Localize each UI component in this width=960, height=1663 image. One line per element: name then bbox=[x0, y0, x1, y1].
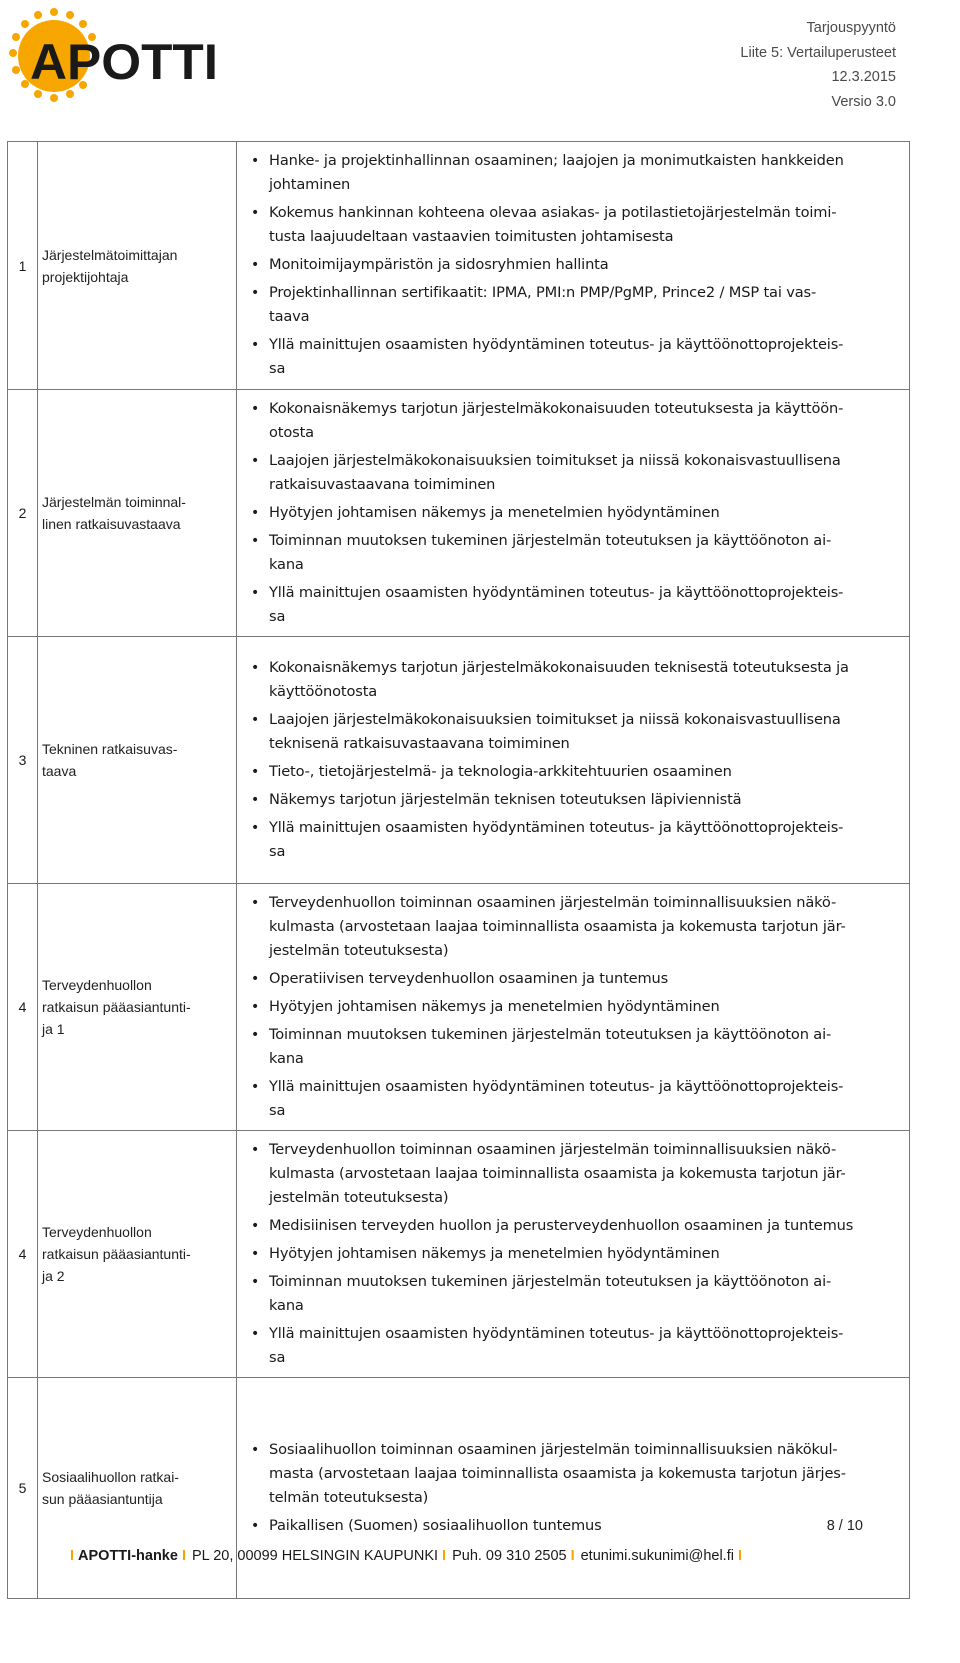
requirement-item bbox=[249, 656, 909, 704]
requirement-text-line: • Tieto-, tietojärjestelmä- ja teknologia-arkkitehtuurien osaaminen bbox=[269, 762, 732, 780]
role-title-line: ja 1 bbox=[42, 1021, 65, 1037]
doc-type: Tarjouspyyntö bbox=[806, 20, 896, 36]
requirement-item bbox=[249, 449, 909, 497]
requirement-text-line: ratkaisuvastaavana toimiminen bbox=[269, 475, 496, 493]
requirement-text-line: taava bbox=[269, 308, 310, 325]
requirement-text-line: sa bbox=[269, 1101, 286, 1119]
requirement-item bbox=[249, 581, 909, 629]
requirement-text-line: käyttöönotosta bbox=[269, 682, 378, 700]
apotti-logo bbox=[8, 6, 228, 110]
requirement-text-line: • Terveydenhuollon toiminnan osaaminen järjestelmän toiminnallisuuksien näkö- bbox=[269, 893, 837, 911]
criteria-table bbox=[7, 141, 910, 1599]
requirement-text-line: • Paikallisen (Suomen) sosiaalihuollon tuntemus bbox=[269, 1516, 602, 1534]
requirement-text-line: • Hyötyjen johtamisen näkemys ja menetelmien hyödyntäminen bbox=[269, 1244, 720, 1262]
requirements-cell bbox=[237, 884, 910, 1131]
role-title-line: projektijohtaja bbox=[42, 268, 129, 285]
requirements-list bbox=[249, 397, 909, 629]
criteria-row bbox=[8, 390, 910, 637]
requirement-item bbox=[249, 333, 909, 381]
requirement-text-line: telmän toteutuksesta) bbox=[269, 1488, 429, 1506]
requirement-item bbox=[249, 995, 909, 1019]
role-title-line: Tekninen ratkaisuvas- bbox=[42, 741, 178, 757]
footer-separator: I bbox=[181, 1548, 186, 1564]
requirement-text-line: • Hyötyjen johtamisen näkemys ja menetelmien hyödyntäminen bbox=[269, 503, 720, 521]
requirements-cell bbox=[237, 390, 910, 637]
footer-email: etunimi.sukunimi@hel.fi bbox=[580, 1548, 734, 1564]
requirements-list bbox=[249, 1138, 909, 1370]
requirements-cell bbox=[237, 1131, 910, 1378]
requirement-text-line: • Yllä mainittujen osaamisten hyödyntäminen toteutus- ja käyttöönottoprojekteis- bbox=[269, 1077, 844, 1095]
doc-version: Versio 3.0 bbox=[831, 93, 896, 110]
requirement-item bbox=[249, 529, 909, 577]
role-title-line: ratkaisun pääasiantunti- bbox=[42, 1246, 191, 1262]
role-title-line: Terveydenhuollon bbox=[42, 1224, 152, 1240]
role-title-line: Terveydenhuollon bbox=[42, 977, 152, 993]
requirement-text-line: • Yllä mainittujen osaamisten hyödyntäminen toteutus- ja käyttöönottoprojekteis- bbox=[269, 818, 844, 836]
role-title bbox=[38, 142, 237, 390]
requirement-text-line: • Terveydenhuollon toiminnan osaaminen järjestelmän toiminnallisuuksien näkö- bbox=[269, 1140, 837, 1158]
requirement-text-line: sa bbox=[269, 842, 286, 860]
footer-separator: I bbox=[737, 1548, 742, 1564]
requirement-item bbox=[249, 397, 909, 445]
requirements-cell bbox=[237, 1378, 910, 1599]
requirement-text-line: • Medisiinisen terveyden huollon ja perusterveydenhuollon osaaminen ja tuntemus bbox=[269, 1216, 854, 1234]
requirements-list bbox=[249, 891, 909, 1123]
requirement-item bbox=[249, 891, 909, 963]
requirement-item bbox=[249, 1138, 909, 1210]
page-number: 8 / 10 bbox=[826, 1518, 863, 1534]
requirement-text-line: • Hyötyjen johtamisen näkemys ja menetelmien hyödyntäminen bbox=[269, 997, 720, 1015]
requirement-text-line: • Projektinhallinnan sertifikaatit: IPMA, PMI:n PMP/PgMP, Prince2 / MSP tai vas- bbox=[269, 284, 817, 301]
requirement-item bbox=[249, 149, 909, 197]
footer-phone: Puh. 09 310 2505 bbox=[452, 1548, 567, 1564]
requirement-text-line: • Kokonaisnäkemys tarjotun järjestelmäkokonaisuuden teknisestä toteutuksesta ja bbox=[269, 658, 849, 676]
requirement-item bbox=[249, 1514, 909, 1538]
requirement-item bbox=[249, 1075, 909, 1123]
role-title-line: Järjestelmän toiminnal- bbox=[42, 494, 186, 510]
criteria-row bbox=[8, 142, 910, 390]
document-header-meta bbox=[740, 16, 896, 114]
role-title bbox=[38, 1131, 237, 1378]
requirements-cell bbox=[237, 142, 910, 390]
role-title bbox=[38, 637, 237, 884]
page-footer bbox=[70, 1548, 930, 1564]
requirement-item bbox=[249, 201, 909, 249]
requirement-item bbox=[249, 1322, 909, 1370]
requirement-text-line: jestelmän toteutuksesta) bbox=[269, 941, 449, 959]
requirement-text-line: • Sosiaalihuollon toiminnan osaaminen järjestelmän toiminnallisuuksien näkökul- bbox=[269, 1440, 838, 1458]
role-title bbox=[38, 884, 237, 1131]
requirement-item bbox=[249, 1214, 909, 1238]
requirement-text-line: kulmasta (arvostetaan laajaa toiminnallista osaamista ja kokemusta tarjotun jär- bbox=[269, 1164, 846, 1182]
requirement-item bbox=[249, 788, 909, 812]
requirement-text-line: tusta laajuudeltaan vastaavien toimitusten johtamisesta bbox=[269, 228, 674, 245]
criteria-row bbox=[8, 637, 910, 884]
requirement-text-line: • Kokonaisnäkemys tarjotun järjestelmäkokonaisuuden toteutuksesta ja käyttöön- bbox=[269, 399, 844, 417]
requirement-item bbox=[249, 253, 909, 277]
requirement-text-line: kana bbox=[269, 1049, 304, 1067]
row-number: 4 bbox=[8, 884, 38, 1131]
requirement-item bbox=[249, 1438, 909, 1510]
criteria-row bbox=[8, 1378, 910, 1599]
requirement-text-line: sa bbox=[269, 607, 286, 625]
requirement-text-line: • Toiminnan muutoksen tukeminen järjestelmän toteutuksen ja käyttöönoton ai- bbox=[269, 531, 832, 549]
requirements-list bbox=[249, 656, 909, 864]
role-title bbox=[38, 390, 237, 637]
requirement-text-line: • Monitoimijaympäristön ja sidosryhmien hallinta bbox=[269, 256, 609, 273]
role-title-line: ja 2 bbox=[42, 1268, 65, 1284]
requirement-item bbox=[249, 1023, 909, 1071]
row-number: 2 bbox=[8, 390, 38, 637]
footer-address: PL 20, 00099 HELSINGIN KAUPUNKI bbox=[191, 1548, 439, 1564]
requirement-text-line: • Yllä mainittujen osaamisten hyödyntäminen toteutus- ja käyttöönottoprojekteis- bbox=[269, 1324, 844, 1342]
requirement-item bbox=[249, 1242, 909, 1266]
criteria-row bbox=[8, 1131, 910, 1378]
requirement-text-line: masta (arvostetaan laajaa toiminnallista osaamista ja kokemusta tarjotun järjes- bbox=[269, 1464, 846, 1482]
doc-date: 12.3.2015 bbox=[831, 69, 896, 85]
row-number: 4 bbox=[8, 1131, 38, 1378]
requirement-text-line: • Yllä mainittujen osaamisten hyödyntäminen toteutus- ja käyttöönottoprojekteis- bbox=[269, 336, 844, 353]
requirement-text-line: • Laajojen järjestelmäkokonaisuuksien toimitukset ja niissä kokonaisvastuullisena bbox=[269, 710, 841, 728]
requirement-item bbox=[249, 967, 909, 991]
logo-wordmark: APOTTI bbox=[30, 34, 219, 90]
requirement-text-line: sa bbox=[269, 1348, 286, 1366]
requirement-text-line: • Kokemus hankinnan kohteena olevaa asiakas- ja potilastietojärjestelmän toimi- bbox=[269, 204, 837, 221]
attachment-title: Liite 5: Vertailuperusteet bbox=[740, 44, 896, 61]
footer-separator: I bbox=[70, 1548, 75, 1564]
role-title-line: Järjestelmätoimittajan bbox=[42, 246, 178, 263]
footer-separator: I bbox=[442, 1548, 447, 1564]
requirement-text-line: johtaminen bbox=[269, 176, 351, 193]
requirement-text-line: • Hanke- ja projektinhallinnan osaaminen; laajojen ja monimutkaisten hankkeiden bbox=[269, 152, 844, 169]
requirement-item bbox=[249, 281, 909, 329]
requirement-text-line: • Näkemys tarjotun järjestelmän teknisen toteutuksen läpiviennistä bbox=[269, 790, 742, 808]
row-number: 1 bbox=[8, 142, 38, 390]
requirements-list bbox=[249, 1438, 909, 1538]
requirement-text-line: kana bbox=[269, 555, 304, 573]
role-title-line: sun pääasiantuntija bbox=[42, 1491, 163, 1507]
requirement-text-line: otosta bbox=[269, 423, 314, 441]
requirement-text-line: kana bbox=[269, 1296, 304, 1314]
requirement-item bbox=[249, 816, 909, 864]
role-title-line: taava bbox=[42, 763, 77, 779]
requirement-text-line: • Yllä mainittujen osaamisten hyödyntäminen toteutus- ja käyttöönottoprojekteis- bbox=[269, 583, 844, 601]
requirement-item bbox=[249, 501, 909, 525]
requirement-text-line: teknisenä ratkaisuvastaavana toimiminen bbox=[269, 734, 570, 752]
footer-org: APOTTI-hanke bbox=[78, 1548, 178, 1564]
role-title-line: linen ratkaisuvastaava bbox=[42, 516, 181, 532]
role-title bbox=[38, 1378, 237, 1599]
requirement-text-line: jestelmän toteutuksesta) bbox=[269, 1188, 449, 1206]
row-number: 3 bbox=[8, 637, 38, 884]
role-title-line: Sosiaalihuollon ratkai- bbox=[42, 1469, 179, 1485]
requirement-text-line: • Operatiivisen terveydenhuollon osaaminen ja tuntemus bbox=[269, 969, 669, 987]
requirement-item bbox=[249, 1270, 909, 1318]
requirements-cell bbox=[237, 637, 910, 884]
requirement-text-line: sa bbox=[269, 360, 286, 377]
role-title-line: ratkaisun pääasiantunti- bbox=[42, 999, 191, 1015]
row-number: 5 bbox=[8, 1378, 38, 1599]
requirement-text-line: kulmasta (arvostetaan laajaa toiminnallista osaamista ja kokemusta tarjotun jär- bbox=[269, 917, 846, 935]
requirement-text-line: • Toiminnan muutoksen tukeminen järjestelmän toteutuksen ja käyttöönoton ai- bbox=[269, 1272, 832, 1290]
requirement-item bbox=[249, 760, 909, 784]
criteria-row bbox=[8, 884, 910, 1131]
requirement-text-line: • Toiminnan muutoksen tukeminen järjestelmän toteutuksen ja käyttöönoton ai- bbox=[269, 1025, 832, 1043]
requirement-item bbox=[249, 708, 909, 756]
footer-separator: I bbox=[570, 1548, 575, 1564]
requirements-list bbox=[249, 149, 909, 381]
requirement-text-line: • Laajojen järjestelmäkokonaisuuksien toimitukset ja niissä kokonaisvastuullisena bbox=[269, 451, 841, 469]
